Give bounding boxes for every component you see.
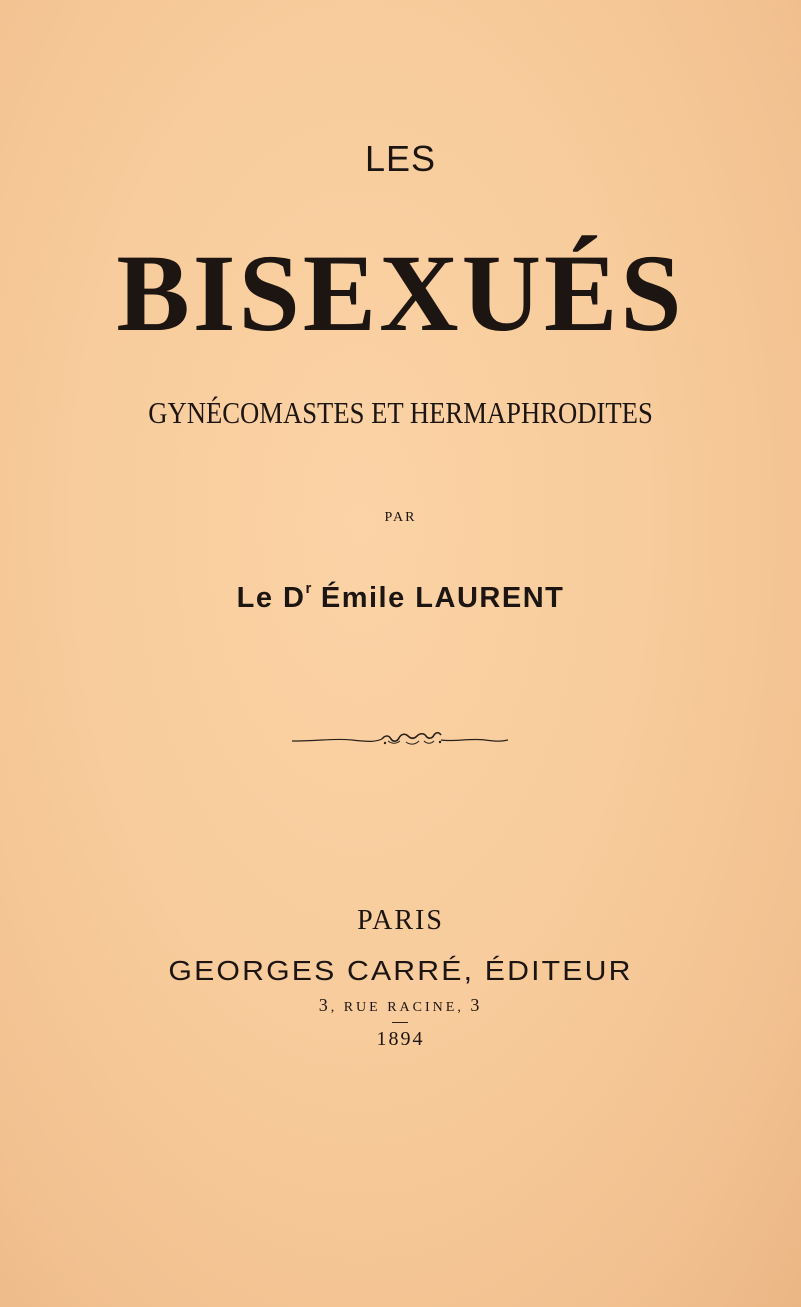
flourish-rule-icon <box>290 728 510 752</box>
book-subtitle: GYNÉCOMASTES ET HERMAPHRODITES <box>148 395 653 430</box>
address-number: 3 <box>318 995 331 1015</box>
publication-city: PARIS <box>357 905 444 936</box>
author-line <box>0 580 801 615</box>
book-title: BISEXUÉS <box>116 232 685 354</box>
publisher-address: 3, RUE RACINE, 3 <box>318 995 483 1015</box>
year-divider <box>392 1022 408 1023</box>
author-title-superscript: r <box>305 580 312 597</box>
by-label: PAR <box>384 510 417 525</box>
publication-year: 1894 <box>376 1028 425 1050</box>
address-street: RUE RACINE <box>343 1000 458 1015</box>
author-name: Émile LAURENT <box>320 582 565 614</box>
author-title: Le D <box>236 582 306 614</box>
publisher-name: GEORGES CARRÉ, ÉDITEUR <box>168 955 633 986</box>
title-prefix: LES <box>364 138 437 179</box>
address-number-repeat: 3 <box>470 995 483 1015</box>
